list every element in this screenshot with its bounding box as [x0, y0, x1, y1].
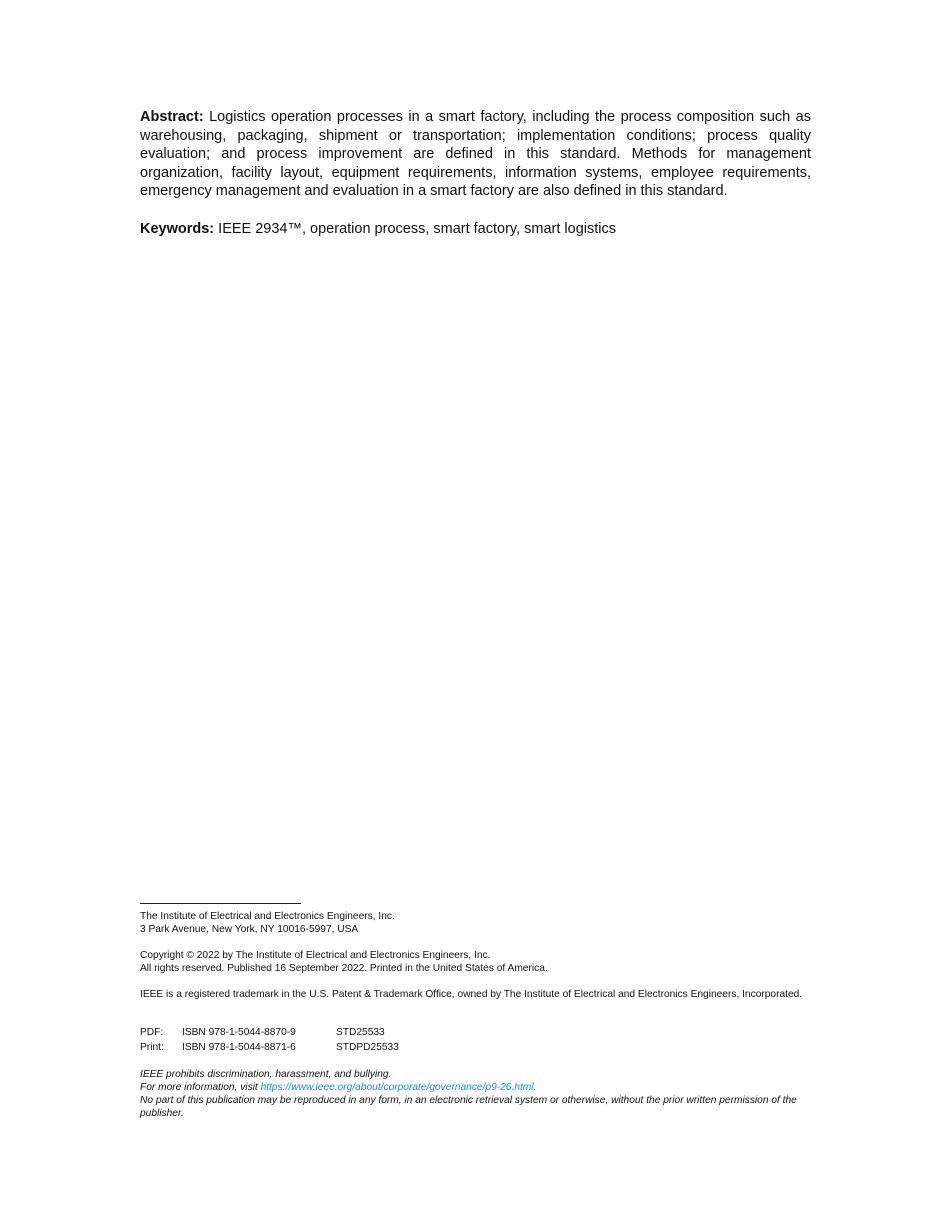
keywords-text: IEEE 2934™, operation process, smart factory, smart logistics: [218, 221, 617, 237]
trademark-notice: IEEE is a registered trademark in the U.S. Patent & Trademark Office, owned by The Institute of Electrical and Electronics Engineers, Incorporated.: [140, 989, 803, 1000]
keywords-label: Keywords:: [140, 221, 215, 237]
isbn-number: ISBN 978-1-5044-8870-9: [182, 1027, 296, 1038]
isbn-format: Print:: [140, 1042, 164, 1053]
publisher-block: [140, 910, 812, 936]
rights-line: All rights reserved. Published 16 September 2022. Printed in the United States of America.: [140, 963, 548, 974]
publisher-address: 3 Park Avenue, New York, NY 10016-5997, USA: [140, 924, 359, 935]
footer-divider: [140, 903, 301, 904]
info-line: [140, 1081, 812, 1094]
copyright-block: [140, 949, 812, 975]
isbn-row-print: [140, 1041, 812, 1056]
isbn-table: [140, 1026, 812, 1056]
abstract-label: Abstract:: [140, 109, 204, 125]
reproduction-notice: No part of this publication may be reproduced in any form, in an electronic retrieval system or otherwise, without the prior written permission of the publisher.: [140, 1095, 797, 1119]
isbn-number: ISBN 978-1-5044-8871-6: [182, 1042, 296, 1053]
governance-link[interactable]: https://www.ieee.org/about/corporate/governance/p9-26.html.: [260, 1082, 537, 1093]
info-prefix: For more information, visit: [140, 1082, 261, 1093]
publisher-name: The Institute of Electrical and Electronics Engineers, Inc.: [140, 911, 395, 922]
abstract-paragraph: [140, 108, 811, 201]
keywords-paragraph: [140, 220, 811, 239]
isbn-code: STDPD25533: [336, 1042, 399, 1053]
copyright-line: Copyright © 2022 by The Institute of Electrical and Electronics Engineers, Inc.: [140, 950, 491, 961]
isbn-row-pdf: [140, 1026, 812, 1041]
abstract-text: Logistics operation processes in a smart factory, including the process composition such as warehousing, packaging, shipment or transportation; implementation conditions; process quality evaluation; and process improvement are defined in this standard. Methods for management organization, facility layout, equipment requirements, information systems, employee requirements, emergency management and evaluation in a smart factory are also defined in this standard.: [140, 109, 811, 200]
legal-block: [140, 1068, 812, 1120]
isbn-code: STD25533: [336, 1027, 385, 1038]
isbn-format: PDF:: [140, 1027, 164, 1038]
policy-line: IEEE prohibits discrimination, harassment, and bullying.: [140, 1069, 392, 1080]
